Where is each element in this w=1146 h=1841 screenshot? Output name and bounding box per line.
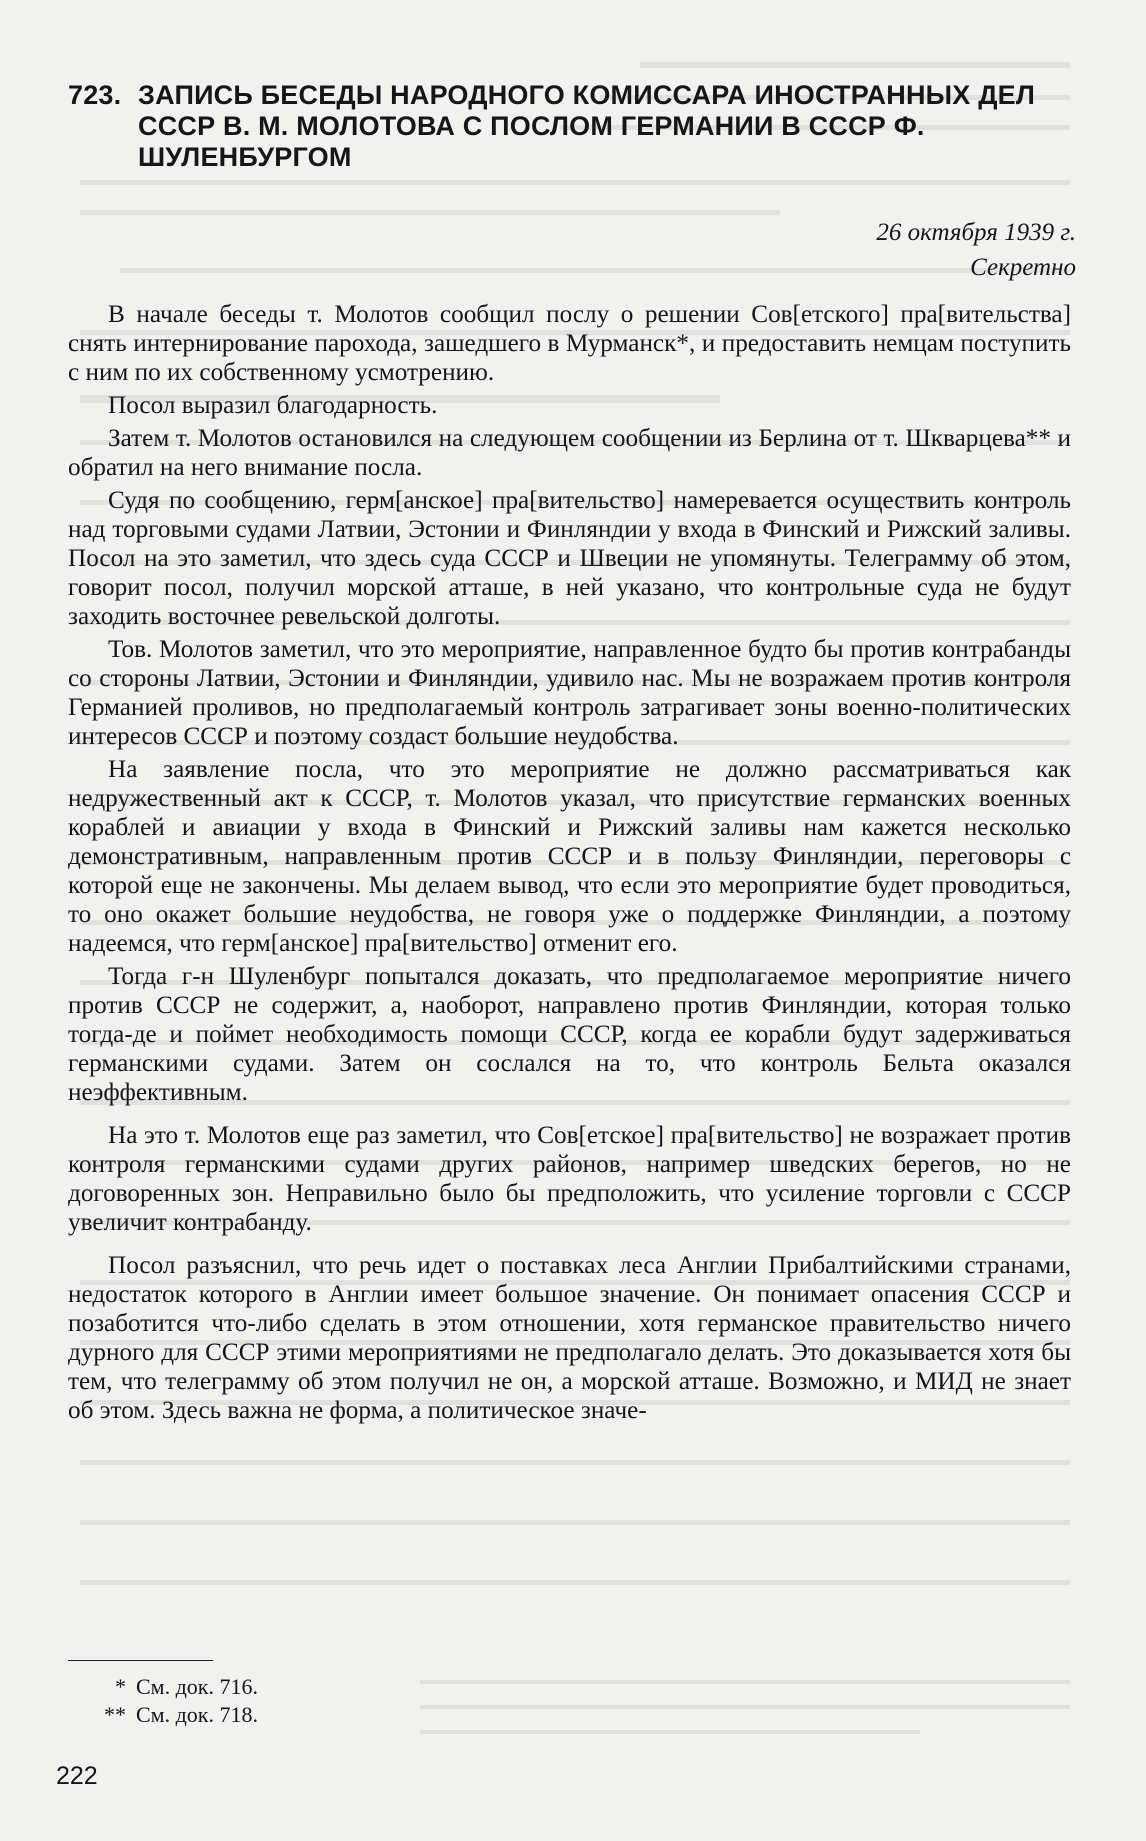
paragraph: Судя по сообщению, герм[анское] пра[вительство] намеревается осуществить контроль над торговыми судами Латвии, Эстонии и Финляндии у входа в Финский и Рижский заливы. Посол на это заметил, что здесь суда СССР и Швеции не упомянуты. Телеграмму об этом, говорит посол, получил морской атташе, в ней указано, что контрольные суда не будут заходить восточнее ревельской долготы.: [68, 487, 1071, 630]
paragraph: В начале беседы т. Молотов сообщил послу о решении Сов[етского] пра[вительства] снять интернирование парохода, зашедшего в Мурманск*, и предоставить немцам поступить с ним по их собственному усмотрению.: [68, 301, 1071, 386]
footnote-mark: *: [115, 1674, 126, 1699]
footnotes: [68, 1673, 258, 1729]
paragraph: На заявление посла, что это мероприятие не должно рассматриваться как недружественный акт к СССР, т. Молотов указал, что присутствие германских военных кораблей и авиации у входа в Финский и Рижский заливы нам кажется несколько демонстративным, направленным против СССР и в пользу Финляндии, переговоры с которой еще не закончены. Мы делаем вывод, что если это мероприятие будет проводиться, то оно окажет большие неудобства, не говоря уже о поддержке Финляндии, а поэтому надеемся, что герм[анское] пра[вительство] отменит его.: [68, 756, 1071, 957]
footnote: [68, 1701, 258, 1729]
paragraph: Посол разъяснил, что речь идет о поставках леса Англии Прибалтийскими странами, недостаток которого в Англии имеет большое значение. Он понимает опасения СССР и позаботится что-либо сделать в этом отношении, хотя германское правительство ничего дурного для СССР этими мероприятиями не предполагало делать. Это доказывается хотя бы тем, что телеграмму об этом получил не он, а морской атташе. Возможно, и МИД не знает об этом. Здесь важна не форма, а политическое значе-: [68, 1252, 1071, 1424]
document-header: [68, 80, 1078, 173]
paragraph: Затем т. Молотов остановился на следующем сообщении из Берлина от т. Шкварцева** и обратил на него внимание посла.: [68, 425, 1071, 481]
document-meta: [876, 215, 1076, 285]
footnote-mark: **: [104, 1702, 126, 1727]
paragraph: Тов. Молотов заметил, что это мероприятие, направленное будто бы против контрабанды со стороны Латвии, Эстонии и Финляндии, удивило нас. Мы не возражаем против контроля Германией проливов, но предполагаемый контроль затрагивает зоны военно-политических интересов СССР и поэтому создаст большие неудобства.: [68, 636, 1071, 750]
page-number: 222: [56, 1762, 98, 1790]
paragraph: Тогда г-н Шуленбург попытался доказать, что предполагаемое мероприятие ничего против СССР не содержит, а, наоборот, направлено против Финляндии, которая только тогда-де и поймет необходимость помощи СССР, когда ее корабли будут задерживаться германскими судами. Затем он сослался на то, что контроль Бельта оказался неэффективным.: [68, 963, 1071, 1106]
classification-label: Секретно: [970, 254, 1076, 281]
footnote-text: См. док. 718.: [136, 1702, 258, 1727]
document-number: 723.: [68, 80, 122, 110]
footnote-text: См. док. 716.: [136, 1674, 258, 1699]
body-text: [68, 300, 1071, 1429]
document-date: 26 октября 1939 г.: [876, 219, 1076, 246]
footnote: [68, 1673, 258, 1701]
footnote-divider: [68, 1660, 213, 1661]
paragraph: Посол выразил благодарность.: [108, 392, 438, 419]
document-title: ЗАПИСЬ БЕСЕДЫ НАРОДНОГО КОМИССАРА ИНОСТРАННЫХ ДЕЛ СССР В. М. МОЛОТОВА С ПОСЛОМ ГЕРМАНИИ В СССР Ф. ШУЛЕНБУРГОМ: [138, 80, 1035, 172]
paragraph: На это т. Молотов еще раз заметил, что Сов[етское] пра[вительство] не возражает против контроля германскими судами других районов, например шведских берегов, но не договоренных зон. Неправильно было бы предположить, что усиление торговли с СССР увеличит контрабанду.: [68, 1122, 1071, 1236]
